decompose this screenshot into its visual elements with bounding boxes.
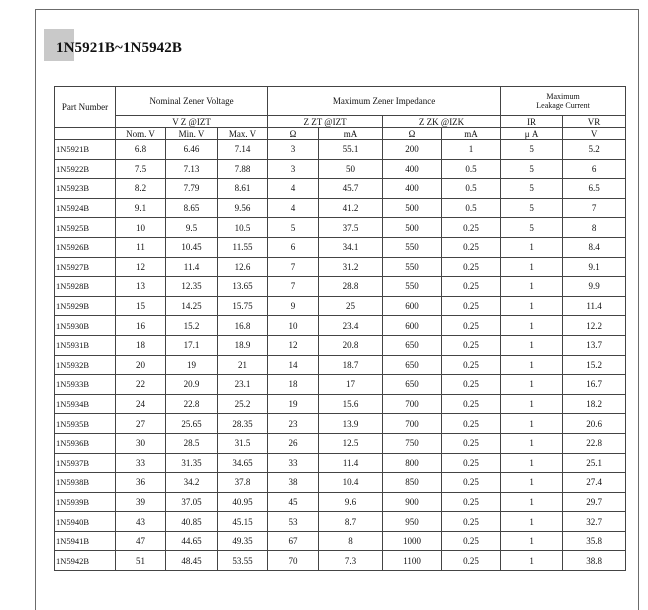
cell-vr-v: 16.7	[563, 375, 626, 395]
cell-izt-ma: 20.8	[319, 335, 383, 355]
cell-zzt-ohm: 53	[268, 512, 319, 532]
cell-izt-ma: 25	[319, 296, 383, 316]
cell-izt-ma: 9.6	[319, 492, 383, 512]
cell-izt-ma: 8.7	[319, 512, 383, 532]
table-row	[55, 277, 626, 297]
cell-min-v: 7.79	[166, 179, 218, 199]
cell-nom-v: 13	[116, 277, 166, 297]
cell-zzk-ohm: 500	[383, 198, 442, 218]
cell-min-v: 25.65	[166, 414, 218, 434]
cell-zzk-ohm: 1000	[383, 531, 442, 551]
cell-izt-ma: 34.1	[319, 237, 383, 257]
cell-nom-v: 30	[116, 433, 166, 453]
cell-part: 1N5929B	[55, 296, 116, 316]
cell-izt-ma: 12.5	[319, 433, 383, 453]
cell-part: 1N5927B	[55, 257, 116, 277]
max-leakage-line1: Maximum	[546, 92, 580, 101]
cell-izt-ma: 31.2	[319, 257, 383, 277]
cell-zzk-ohm: 650	[383, 335, 442, 355]
cell-max-v: 7.88	[218, 159, 268, 179]
cell-zzk-ohm: 600	[383, 296, 442, 316]
cell-part: 1N5923B	[55, 179, 116, 199]
cell-part: 1N5937B	[55, 453, 116, 473]
cell-min-v: 19	[166, 355, 218, 375]
cell-zzt-ohm: 7	[268, 257, 319, 277]
cell-part: 1N5922B	[55, 159, 116, 179]
cell-zzt-ohm: 3	[268, 159, 319, 179]
cell-min-v: 20.9	[166, 375, 218, 395]
cell-max-v: 21	[218, 355, 268, 375]
cell-vr-v: 6	[563, 159, 626, 179]
table-row	[55, 473, 626, 493]
cell-part: 1N5924B	[55, 198, 116, 218]
cell-min-v: 15.2	[166, 316, 218, 336]
cell-zzt-ohm: 4	[268, 198, 319, 218]
cell-izk-ma: 0.25	[442, 512, 501, 532]
cell-max-v: 12.6	[218, 257, 268, 277]
ir-ua-unit: μ A	[501, 128, 563, 140]
cell-vr-v: 9.9	[563, 277, 626, 297]
cell-izt-ma: 23.4	[319, 316, 383, 336]
zener-spec-table	[54, 86, 626, 571]
table-row	[55, 355, 626, 375]
table-row	[55, 394, 626, 414]
cell-max-v: 34.65	[218, 453, 268, 473]
cell-part: 1N5933B	[55, 375, 116, 395]
cell-ir-ua: 1	[501, 237, 563, 257]
ir-header: IR	[501, 116, 563, 128]
cell-ir-ua: 1	[501, 512, 563, 532]
vr-header: VR	[563, 116, 626, 128]
cell-zzk-ohm: 1100	[383, 551, 442, 571]
table-row	[55, 237, 626, 257]
cell-ir-ua: 1	[501, 277, 563, 297]
cell-nom-v: 39	[116, 492, 166, 512]
cell-min-v: 31.35	[166, 453, 218, 473]
cell-vr-v: 11.4	[563, 296, 626, 316]
cell-part: 1N5925B	[55, 218, 116, 238]
cell-ir-ua: 1	[501, 531, 563, 551]
cell-vr-v: 38.8	[563, 551, 626, 571]
cell-part: 1N5932B	[55, 355, 116, 375]
cell-vr-v: 5.2	[563, 140, 626, 160]
cell-min-v: 7.13	[166, 159, 218, 179]
cell-zzt-ohm: 6	[268, 237, 319, 257]
table-row	[55, 140, 626, 160]
cell-zzt-ohm: 70	[268, 551, 319, 571]
table-row	[55, 218, 626, 238]
izt-ma-unit: mA	[319, 128, 383, 140]
cell-part: 1N5931B	[55, 335, 116, 355]
cell-zzt-ohm: 5	[268, 218, 319, 238]
max-leakage-line2: Leakage Current	[536, 101, 590, 110]
cell-zzt-ohm: 9	[268, 296, 319, 316]
cell-ir-ua: 1	[501, 316, 563, 336]
cell-vr-v: 6.5	[563, 179, 626, 199]
cell-nom-v: 7.5	[116, 159, 166, 179]
cell-min-v: 8.65	[166, 198, 218, 218]
cell-max-v: 49.35	[218, 531, 268, 551]
max-impedance-header: Maximum Zener Impedance	[268, 87, 501, 116]
cell-zzk-ohm: 650	[383, 375, 442, 395]
cell-zzt-ohm: 23	[268, 414, 319, 434]
cell-zzt-ohm: 67	[268, 531, 319, 551]
cell-ir-ua: 5	[501, 179, 563, 199]
cell-max-v: 40.95	[218, 492, 268, 512]
table-row	[55, 453, 626, 473]
cell-min-v: 40.85	[166, 512, 218, 532]
cell-vr-v: 27.4	[563, 473, 626, 493]
cell-nom-v: 15	[116, 296, 166, 316]
cell-izk-ma: 0.25	[442, 473, 501, 493]
table-row	[55, 433, 626, 453]
cell-ir-ua: 1	[501, 492, 563, 512]
cell-vr-v: 13.7	[563, 335, 626, 355]
cell-izt-ma: 41.2	[319, 198, 383, 218]
cell-ir-ua: 1	[501, 473, 563, 493]
cell-izk-ma: 0.25	[442, 218, 501, 238]
cell-izt-ma: 15.6	[319, 394, 383, 414]
zzk-ohm-unit: Ω	[383, 128, 442, 140]
cell-nom-v: 36	[116, 473, 166, 493]
cell-min-v: 14.25	[166, 296, 218, 316]
cell-izt-ma: 18.7	[319, 355, 383, 375]
table-row	[55, 492, 626, 512]
cell-nom-v: 51	[116, 551, 166, 571]
cell-max-v: 23.1	[218, 375, 268, 395]
table-row	[55, 159, 626, 179]
cell-part: 1N5935B	[55, 414, 116, 434]
cell-zzk-ohm: 850	[383, 473, 442, 493]
cell-izk-ma: 0.25	[442, 355, 501, 375]
cell-nom-v: 22	[116, 375, 166, 395]
cell-ir-ua: 1	[501, 433, 563, 453]
cell-part: 1N5936B	[55, 433, 116, 453]
cell-zzk-ohm: 950	[383, 512, 442, 532]
spec-table-body	[55, 140, 626, 571]
cell-ir-ua: 1	[501, 394, 563, 414]
cell-part: 1N5940B	[55, 512, 116, 532]
cell-izk-ma: 0.25	[442, 296, 501, 316]
cell-min-v: 22.8	[166, 394, 218, 414]
cell-ir-ua: 1	[501, 375, 563, 395]
cell-ir-ua: 1	[501, 551, 563, 571]
cell-part: 1N5930B	[55, 316, 116, 336]
cell-vr-v: 35.8	[563, 531, 626, 551]
cell-min-v: 12.35	[166, 277, 218, 297]
cell-zzt-ohm: 33	[268, 453, 319, 473]
cell-min-v: 10.45	[166, 237, 218, 257]
cell-max-v: 28.35	[218, 414, 268, 434]
cell-izk-ma: 0.5	[442, 159, 501, 179]
cell-zzk-ohm: 650	[383, 355, 442, 375]
cell-zzt-ohm: 19	[268, 394, 319, 414]
cell-vr-v: 20.6	[563, 414, 626, 434]
nom-v-unit: Nom. V	[116, 128, 166, 140]
cell-izt-ma: 11.4	[319, 453, 383, 473]
cell-nom-v: 27	[116, 414, 166, 434]
cell-nom-v: 18	[116, 335, 166, 355]
table-row	[55, 531, 626, 551]
cell-vr-v: 8	[563, 218, 626, 238]
cell-nom-v: 12	[116, 257, 166, 277]
zzt-ohm-unit: Ω	[268, 128, 319, 140]
cell-vr-v: 25.1	[563, 453, 626, 473]
cell-max-v: 53.55	[218, 551, 268, 571]
cell-zzt-ohm: 4	[268, 179, 319, 199]
cell-nom-v: 33	[116, 453, 166, 473]
cell-izk-ma: 0.25	[442, 453, 501, 473]
cell-part: 1N5934B	[55, 394, 116, 414]
cell-izk-ma: 0.25	[442, 551, 501, 571]
cell-zzk-ohm: 500	[383, 218, 442, 238]
cell-min-v: 28.5	[166, 433, 218, 453]
table-row	[55, 179, 626, 199]
cell-vr-v: 22.8	[563, 433, 626, 453]
table-row	[55, 198, 626, 218]
cell-ir-ua: 1	[501, 453, 563, 473]
cell-izk-ma: 0.25	[442, 531, 501, 551]
cell-izk-ma: 0.25	[442, 375, 501, 395]
cell-vr-v: 32.7	[563, 512, 626, 532]
cell-izk-ma: 0.25	[442, 433, 501, 453]
cell-min-v: 48.45	[166, 551, 218, 571]
cell-zzt-ohm: 14	[268, 355, 319, 375]
page-title: 1N5921B~1N5942B	[56, 40, 182, 56]
cell-nom-v: 16	[116, 316, 166, 336]
cell-vr-v: 7	[563, 198, 626, 218]
cell-ir-ua: 5	[501, 140, 563, 160]
cell-izt-ma: 7.3	[319, 551, 383, 571]
cell-ir-ua: 1	[501, 296, 563, 316]
table-row	[55, 375, 626, 395]
nominal-voltage-header: Nominal Zener Voltage	[116, 87, 268, 116]
vz-izt-header: V Z @IZT	[116, 116, 268, 128]
cell-izk-ma: 0.5	[442, 179, 501, 199]
zzk-izk-header: Z ZK @IZK	[383, 116, 501, 128]
cell-izt-ma: 10.4	[319, 473, 383, 493]
cell-part: 1N5939B	[55, 492, 116, 512]
cell-max-v: 11.55	[218, 237, 268, 257]
cell-izk-ma: 0.25	[442, 277, 501, 297]
cell-zzk-ohm: 700	[383, 394, 442, 414]
cell-ir-ua: 1	[501, 257, 563, 277]
cell-izk-ma: 0.5	[442, 198, 501, 218]
cell-ir-ua: 5	[501, 159, 563, 179]
cell-min-v: 9.5	[166, 218, 218, 238]
cell-zzt-ohm: 10	[268, 316, 319, 336]
cell-ir-ua: 5	[501, 198, 563, 218]
table-row	[55, 512, 626, 532]
cell-ir-ua: 1	[501, 355, 563, 375]
cell-min-v: 6.46	[166, 140, 218, 160]
table-row	[55, 551, 626, 571]
cell-izt-ma: 28.8	[319, 277, 383, 297]
cell-ir-ua: 1	[501, 335, 563, 355]
max-v-unit: Max. V	[218, 128, 268, 140]
cell-zzk-ohm: 900	[383, 492, 442, 512]
cell-izk-ma: 0.25	[442, 394, 501, 414]
cell-ir-ua: 1	[501, 414, 563, 434]
cell-zzt-ohm: 18	[268, 375, 319, 395]
cell-zzk-ohm: 750	[383, 433, 442, 453]
cell-max-v: 10.5	[218, 218, 268, 238]
izk-ma-unit: mA	[442, 128, 501, 140]
cell-max-v: 8.61	[218, 179, 268, 199]
cell-nom-v: 10	[116, 218, 166, 238]
cell-vr-v: 12.2	[563, 316, 626, 336]
cell-zzk-ohm: 800	[383, 453, 442, 473]
cell-nom-v: 20	[116, 355, 166, 375]
cell-nom-v: 11	[116, 237, 166, 257]
cell-nom-v: 8.2	[116, 179, 166, 199]
cell-zzk-ohm: 400	[383, 179, 442, 199]
cell-part: 1N5926B	[55, 237, 116, 257]
cell-nom-v: 6.8	[116, 140, 166, 160]
cell-zzt-ohm: 38	[268, 473, 319, 493]
cell-max-v: 16.8	[218, 316, 268, 336]
cell-max-v: 15.75	[218, 296, 268, 316]
cell-izk-ma: 1	[442, 140, 501, 160]
cell-min-v: 34.2	[166, 473, 218, 493]
cell-izt-ma: 17	[319, 375, 383, 395]
cell-nom-v: 43	[116, 512, 166, 532]
cell-min-v: 11.4	[166, 257, 218, 277]
cell-izk-ma: 0.25	[442, 237, 501, 257]
cell-izk-ma: 0.25	[442, 316, 501, 336]
cell-zzk-ohm: 550	[383, 257, 442, 277]
table-row	[55, 257, 626, 277]
cell-vr-v: 9.1	[563, 257, 626, 277]
cell-part: 1N5928B	[55, 277, 116, 297]
vr-v-unit: V	[563, 128, 626, 140]
cell-zzt-ohm: 12	[268, 335, 319, 355]
cell-max-v: 18.9	[218, 335, 268, 355]
cell-zzk-ohm: 400	[383, 159, 442, 179]
cell-vr-v: 8.4	[563, 237, 626, 257]
cell-part: 1N5938B	[55, 473, 116, 493]
cell-izt-ma: 55.1	[319, 140, 383, 160]
cell-ir-ua: 5	[501, 218, 563, 238]
cell-max-v: 7.14	[218, 140, 268, 160]
cell-nom-v: 24	[116, 394, 166, 414]
cell-izt-ma: 45.7	[319, 179, 383, 199]
cell-izk-ma: 0.25	[442, 414, 501, 434]
cell-izk-ma: 0.25	[442, 335, 501, 355]
cell-zzk-ohm: 550	[383, 237, 442, 257]
cell-izt-ma: 37.5	[319, 218, 383, 238]
cell-part: 1N5942B	[55, 551, 116, 571]
cell-zzt-ohm: 3	[268, 140, 319, 160]
zzt-izt-header: Z ZT @IZT	[268, 116, 383, 128]
cell-max-v: 31.5	[218, 433, 268, 453]
part-number-header: Part Number	[55, 87, 116, 128]
cell-max-v: 25.2	[218, 394, 268, 414]
cell-zzk-ohm: 550	[383, 277, 442, 297]
max-leakage-header	[501, 87, 626, 116]
cell-nom-v: 9.1	[116, 198, 166, 218]
cell-vr-v: 18.2	[563, 394, 626, 414]
table-row	[55, 335, 626, 355]
cell-min-v: 17.1	[166, 335, 218, 355]
table-row	[55, 296, 626, 316]
cell-zzt-ohm: 26	[268, 433, 319, 453]
cell-vr-v: 15.2	[563, 355, 626, 375]
cell-max-v: 37.8	[218, 473, 268, 493]
cell-zzk-ohm: 600	[383, 316, 442, 336]
cell-part: 1N5941B	[55, 531, 116, 551]
min-v-unit: Min. V	[166, 128, 218, 140]
cell-part: 1N5921B	[55, 140, 116, 160]
cell-zzt-ohm: 7	[268, 277, 319, 297]
cell-zzk-ohm: 700	[383, 414, 442, 434]
cell-izt-ma: 8	[319, 531, 383, 551]
blank-unit-cell	[55, 128, 116, 140]
cell-izt-ma: 13.9	[319, 414, 383, 434]
cell-min-v: 44.65	[166, 531, 218, 551]
cell-zzt-ohm: 45	[268, 492, 319, 512]
cell-vr-v: 29.7	[563, 492, 626, 512]
cell-izk-ma: 0.25	[442, 257, 501, 277]
cell-izt-ma: 50	[319, 159, 383, 179]
cell-nom-v: 47	[116, 531, 166, 551]
cell-max-v: 13.65	[218, 277, 268, 297]
table-row	[55, 414, 626, 434]
cell-zzk-ohm: 200	[383, 140, 442, 160]
cell-max-v: 45.15	[218, 512, 268, 532]
cell-izk-ma: 0.25	[442, 492, 501, 512]
table-row	[55, 316, 626, 336]
cell-min-v: 37.05	[166, 492, 218, 512]
cell-max-v: 9.56	[218, 198, 268, 218]
